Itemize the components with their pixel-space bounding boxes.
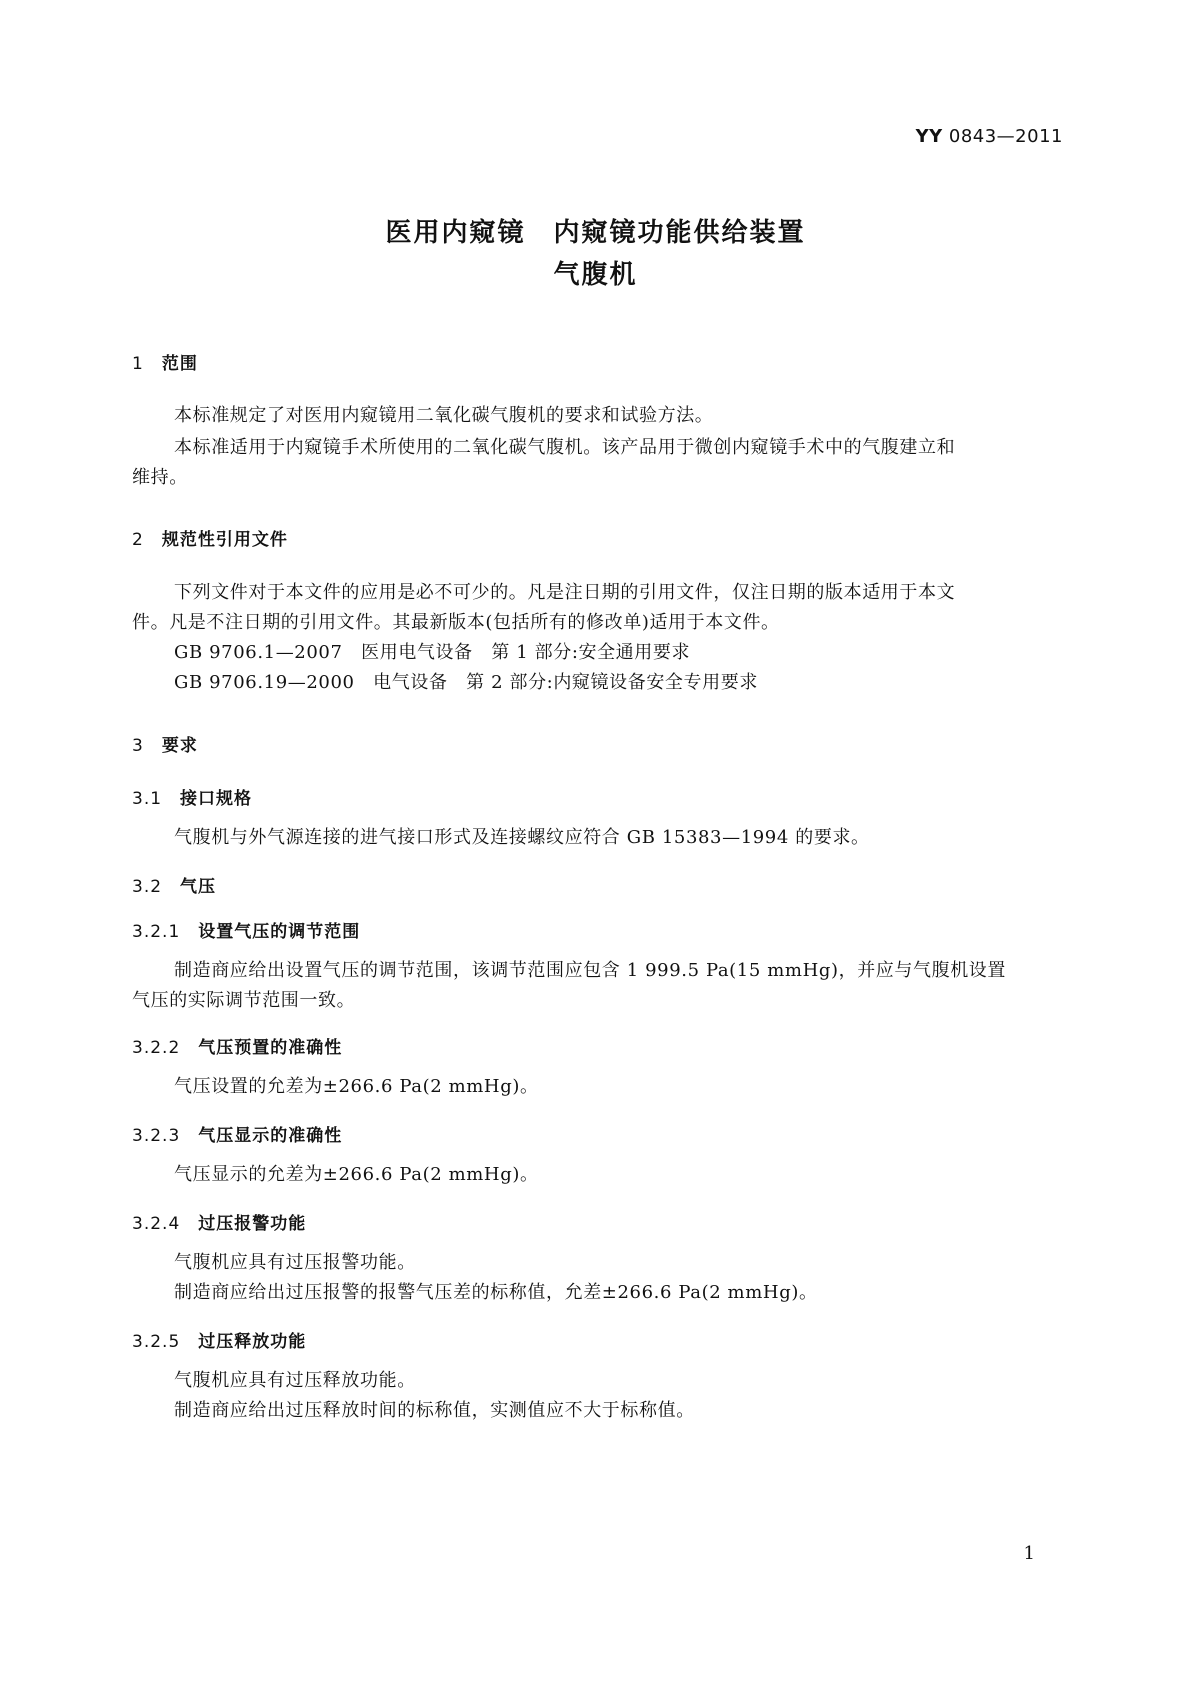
document-subtitle: 气腹机: [553, 260, 638, 290]
section-heading-3: 3 要求: [132, 736, 198, 756]
section-heading-3-2-2: 3.2.2 气压预置的准确性: [132, 1038, 343, 1058]
paragraph: 本标准适用于内窥镜手术所使用的二氧化碳气腹机。该产品用于微创内窥镜手术中的气腹建立和: [174, 437, 956, 458]
paragraph: 气腹机应具有过压报警功能。: [174, 1252, 416, 1273]
paragraph: 制造商应给出过压报警的报警气压差的标称值，允差±266.6 Pa(2 mmHg)。: [174, 1282, 818, 1303]
paragraph: 件。凡是不注日期的引用文件。其最新版本(包括所有的修改单)适用于本文件。: [132, 612, 780, 633]
page-number: 1: [1023, 1543, 1035, 1564]
paragraph: 制造商应给出过压释放时间的标称值，实测值应不大于标称值。: [174, 1400, 695, 1421]
paragraph: 气腹机应具有过压释放功能。: [174, 1370, 416, 1391]
reference-item: GB 9706.1—2007 医用电气设备 第 1 部分:安全通用要求: [174, 642, 691, 663]
paragraph: 气腹机与外气源连接的进气接口形式及连接螺纹应符合 GB 15383—1994 的要求。: [174, 827, 870, 848]
paragraph: 下列文件对于本文件的应用是必不可少的。凡是注日期的引用文件，仅注日期的版本适用于本文: [174, 582, 956, 603]
reference-item: GB 9706.19—2000 电气设备 第 2 部分:内窥镜设备安全专用要求: [174, 672, 758, 693]
paragraph: 本标准规定了对医用内窥镜用二氧化碳气腹机的要求和试验方法。: [174, 405, 714, 426]
section-heading-3-2: 3.2 气压: [132, 877, 217, 897]
paragraph: 制造商应给出设置气压的调节范围，该调节范围应包含 1 999.5 Pa(15 mmHg)，并应与气腹机设置: [174, 960, 1007, 981]
section-heading-2: 2 规范性引用文件: [132, 530, 288, 550]
standard-code: YY 0843—2011: [915, 126, 1063, 147]
section-heading-1: 1 范围: [132, 354, 198, 374]
paragraph: 维持。: [132, 467, 188, 488]
section-heading-3-2-4: 3.2.4 过压报警功能: [132, 1214, 307, 1234]
paragraph: 气压显示的允差为±266.6 Pa(2 mmHg)。: [174, 1164, 539, 1185]
section-heading-3-2-1: 3.2.1 设置气压的调节范围: [132, 922, 361, 942]
document-title: 医用内窥镜 内窥镜功能供给装置: [385, 218, 806, 248]
section-heading-3-2-5: 3.2.5 过压释放功能: [132, 1332, 307, 1352]
paragraph: 气压设置的允差为±266.6 Pa(2 mmHg)。: [174, 1076, 539, 1097]
paragraph: 气压的实际调节范围一致。: [132, 990, 356, 1011]
section-heading-3-1: 3.1 接口规格: [132, 789, 253, 809]
section-heading-3-2-3: 3.2.3 气压显示的准确性: [132, 1126, 343, 1146]
